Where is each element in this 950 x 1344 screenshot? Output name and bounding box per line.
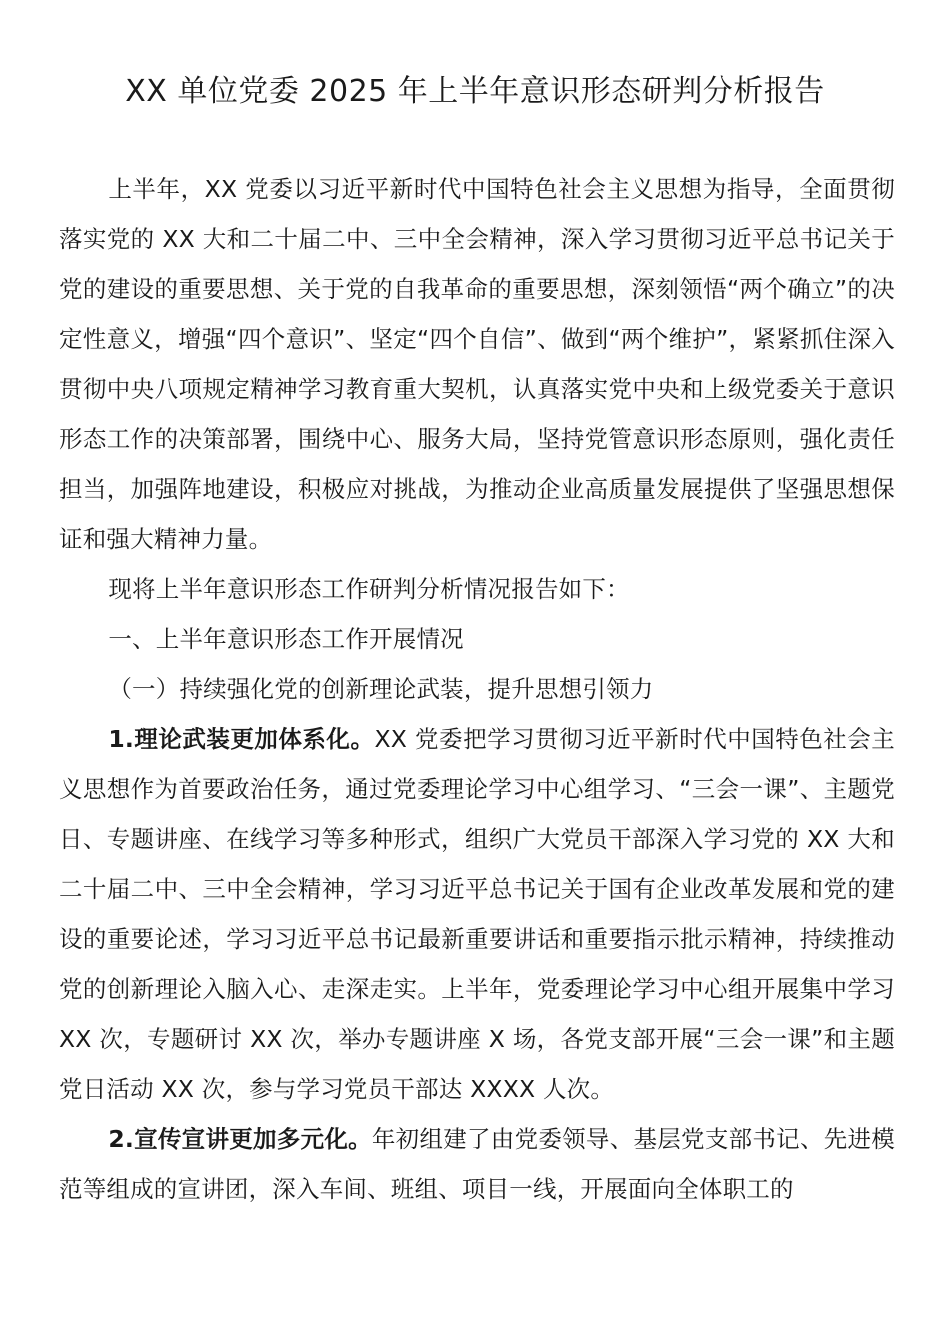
subsection-1-heading: （一）持续强化党的创新理论武装，提升思想引领力 — [108, 675, 654, 703]
document-body — [59, 164, 895, 1214]
item-2-lead: 2.宣传宣讲更加多元化。 — [108, 1125, 372, 1153]
document-title: XX 单位党委 2025 年上半年意识形态研判分析报告 — [125, 74, 825, 109]
item-1-paragraph — [59, 714, 895, 1114]
item-1-lead: 1.理论武装更加体系化。 — [108, 725, 375, 753]
report-intro-paragraph: 现将上半年意识形态工作研判分析情况报告如下： — [108, 575, 630, 603]
section-1-heading: 一、上半年意识形态工作开展情况 — [108, 625, 464, 653]
item-2-text: 年初组建了由党委领导、基层党支部书记、先进模范等组成的宣讲团，深入车间、班组、项目一线，开展面向全体职工的 — [59, 1125, 895, 1203]
intro-paragraph: 上半年，XX 党委以习近平新时代中国特色社会主义思想为指导，全面贯彻落实党的 XX 大和二十届二中、三中全会精神，深入学习贯彻习近平总书记关于党的建设的重要思想、关于党的自我革命的重要思想，深刻领悟“两个确立”的决定性意义，增强“四个意识”、坚定“四个自信”、做到“两个维护”，紧紧抓住深入贯彻中央八项规定精神学习教育重大契机，认真落实党中央和上级党委关于意识形态工作的决策部署，围绕中心、服务大局，坚持党管意识形态原则，强化责任担当，加强阵地建设，积极应对挑战，为推动企业高质量发展提供了坚强思想保证和强大精神力量。 — [59, 175, 895, 553]
item-2-paragraph — [59, 1114, 895, 1214]
item-1-text: XX 党委把学习贯彻习近平新时代中国特色社会主义思想作为首要政治任务，通过党委理论学习中心组学习、“三会一课”、主题党日、专题讲座、在线学习等多种形式，组织广大党员干部深入学习党的 XX 大和二十届二中、三中全会精神，学习习近平总书记关于国有企业改革发展和党的建设的重要论述，学习习近平总书记最新重要讲话和重要指示批示精神，持续推动党的创新理论入脑入心、走深走实。上半年，党委理论学习中心组开展集中学习 XX 次，专题研讨 XX 次，举办专题讲座 X 场，各党支部开展“三会一课”和主题党日活动 XX 次，参与学习党员干部达 XXXX 人次。 — [59, 725, 895, 1103]
